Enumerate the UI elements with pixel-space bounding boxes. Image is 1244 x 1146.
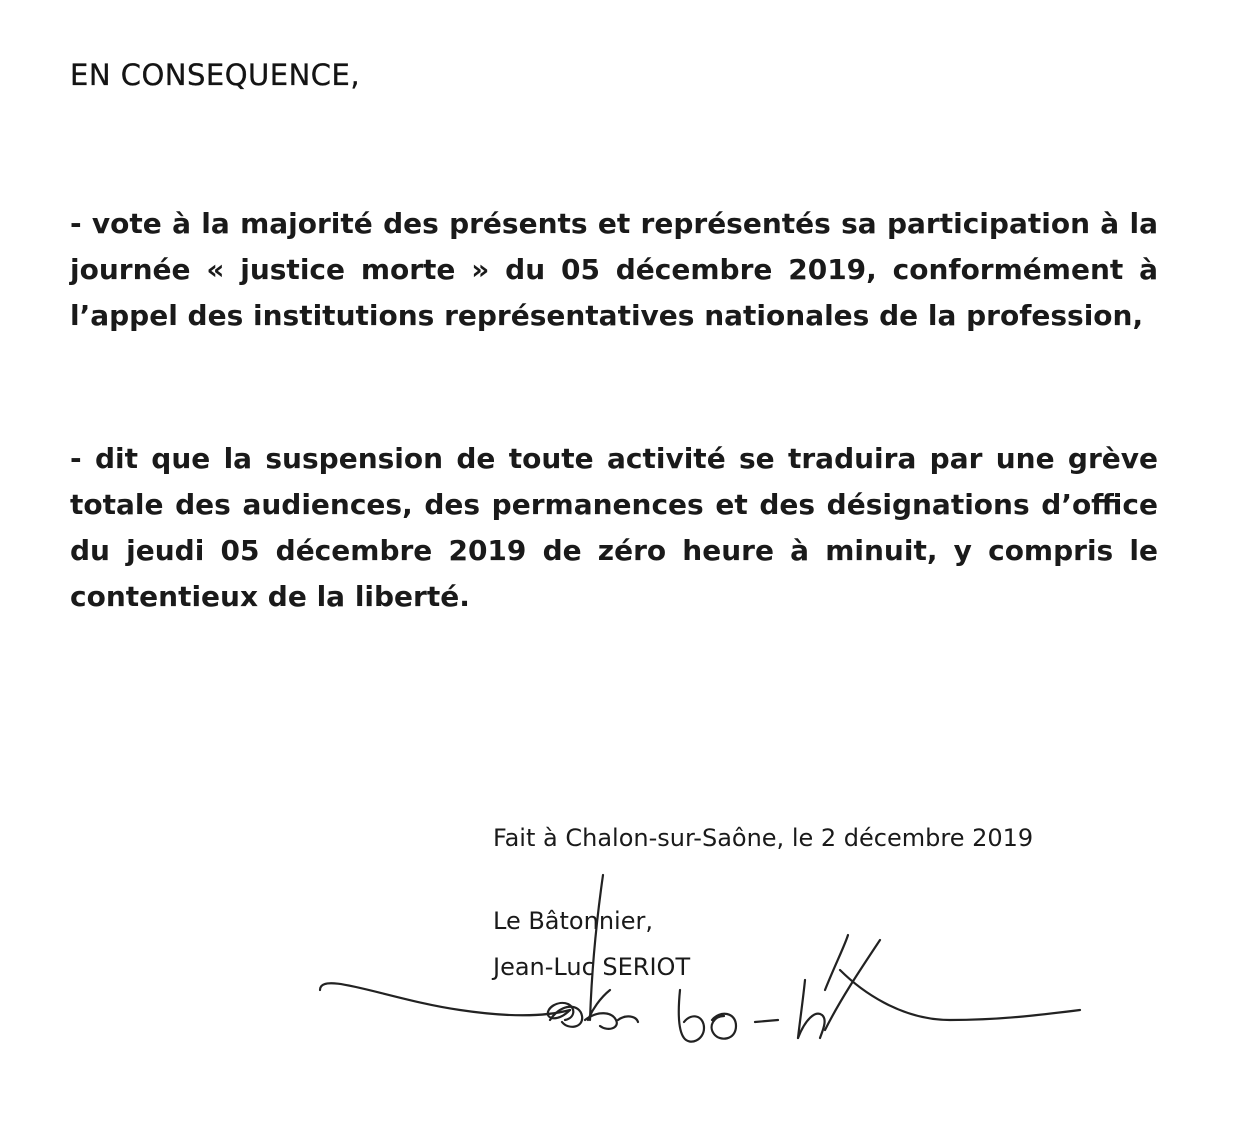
handwritten-signature	[300, 870, 1100, 1070]
dateline: Fait à Chalon-sur-Saône, le 2 décembre 2019	[493, 824, 1034, 852]
signer-name: Jean-Luc SERIOT	[493, 953, 691, 981]
resolution-paragraph-vote: - vote à la majorité des présents et représentés sa participation à la journée « justice morte » du 05 décembre 2019, conformément à l’appel des institutions représentatives nationales de la profession,	[70, 207, 1158, 332]
document-heading: EN CONSEQUENCE,	[70, 58, 361, 92]
resolution-paragraph-strike: - dit que la suspension de toute activité se traduira par une grève totale des audiences, des permanences et des désignations d’office du jeudi 05 décembre 2019 de zéro heure à minuit, y compris le contentieux de la liberté.	[70, 442, 1158, 613]
signer-block	[493, 898, 690, 990]
signer-title: Le Bâtonnier,	[493, 907, 653, 935]
